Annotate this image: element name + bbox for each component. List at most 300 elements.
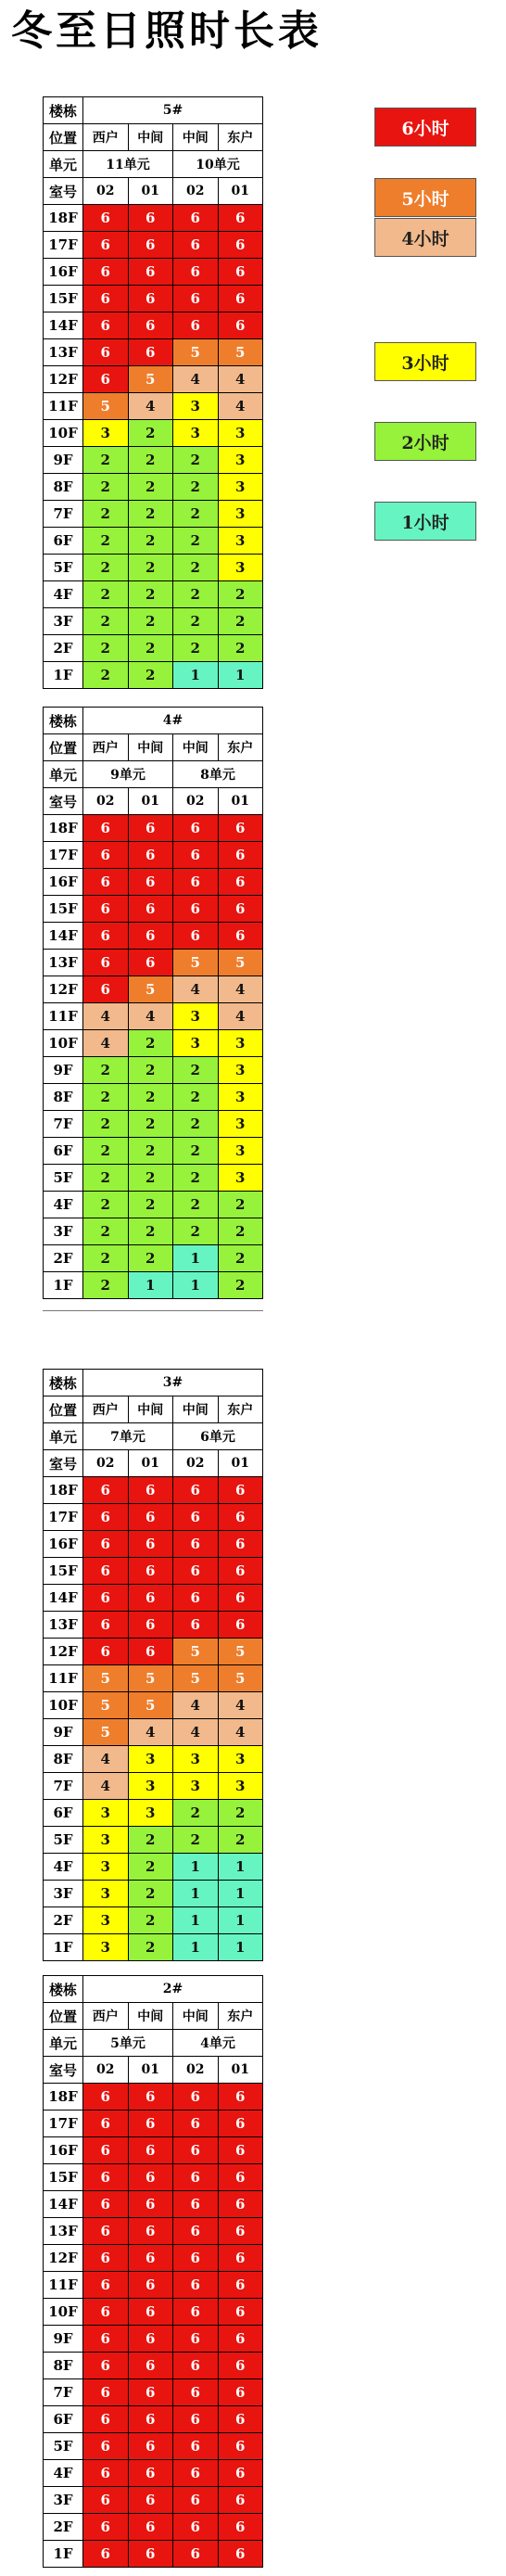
sunlight-hours-cell: 6	[83, 976, 129, 1003]
room-cell: 02	[83, 1450, 129, 1477]
sunlight-hours-cell: 6	[218, 1612, 263, 1639]
position-cell: 中间	[173, 124, 219, 151]
sunlight-hours-cell: 3	[173, 420, 219, 447]
floor-label: 13F	[44, 2218, 83, 2245]
sunlight-hours-cell: 6	[218, 1558, 263, 1585]
sunlight-hours-cell: 6	[173, 2487, 219, 2514]
sunlight-hours-cell: 6	[83, 2218, 129, 2245]
unit-row	[44, 1423, 263, 1450]
sunlight-hours-cell: 2	[173, 608, 219, 635]
sunlight-hours-cell: 6	[83, 1558, 129, 1585]
floor-row	[44, 1218, 263, 1245]
sunlight-hours-cell: 6	[173, 2191, 219, 2218]
position-label: 位置	[44, 124, 83, 151]
floor-label: 2F	[44, 2514, 83, 2541]
sunlight-hours-cell: 2	[218, 1827, 263, 1854]
position-cell: 中间	[128, 124, 173, 151]
floor-row	[44, 2218, 263, 2245]
sunlight-hours-cell: 6	[218, 2353, 263, 2379]
position-row	[44, 2003, 263, 2030]
floor-label: 3F	[44, 608, 83, 635]
sunlight-hours-cell: 5	[83, 1665, 129, 1692]
position-row	[44, 124, 263, 151]
sunlight-hours-cell: 2	[128, 1881, 173, 1907]
floor-row	[44, 1138, 263, 1165]
sunlight-hours-cell: 6	[83, 815, 129, 842]
sunlight-hours-cell: 6	[83, 2353, 129, 2379]
floor-row	[44, 1558, 263, 1585]
floor-row	[44, 1245, 263, 1272]
sunlight-hours-cell: 2	[173, 1827, 219, 1854]
sunlight-hours-cell: 3	[218, 528, 263, 555]
sunlight-hours-cell: 6	[128, 842, 173, 869]
floor-row	[44, 976, 263, 1003]
sunlight-hours-cell: 2	[173, 447, 219, 474]
sunlight-hours-cell: 6	[173, 232, 219, 259]
sunlight-hours-cell: 3	[218, 1030, 263, 1057]
unit-label: 单元	[44, 2030, 83, 2057]
position-cell: 东户	[218, 734, 263, 761]
floor-label: 17F	[44, 2111, 83, 2137]
sunlight-hours-cell: 4	[218, 393, 263, 420]
sunlight-hours-cell: 6	[128, 2379, 173, 2406]
floor-label: 15F	[44, 286, 83, 312]
sunlight-hours-cell: 4	[128, 393, 173, 420]
sunlight-hours-cell: 6	[128, 2487, 173, 2514]
sunlight-hours-cell: 2	[218, 1218, 263, 1245]
sunlight-hours-cell: 6	[218, 869, 263, 896]
floor-row	[44, 1531, 263, 1558]
sunlight-hours-cell: 2	[173, 528, 219, 555]
sunlight-hours-cell: 6	[218, 2433, 263, 2460]
floor-row	[44, 1773, 263, 1800]
sunlight-hours-cell: 6	[83, 339, 129, 366]
floor-label: 9F	[44, 2326, 83, 2353]
unit-cell: 10单元	[173, 151, 263, 178]
sunlight-hours-cell: 2	[173, 581, 219, 608]
sunlight-hours-cell: 2	[83, 635, 129, 662]
sunlight-hours-cell: 6	[218, 2137, 263, 2164]
floor-row	[44, 528, 263, 555]
sunlight-hours-cell: 6	[128, 2353, 173, 2379]
sunlight-hours-cell: 5	[128, 1665, 173, 1692]
sunlight-hours-cell: 2	[83, 528, 129, 555]
sunlight-hours-cell: 6	[173, 2514, 219, 2541]
sunlight-hours-cell: 4	[218, 1719, 263, 1746]
legend-label: 4小时	[401, 228, 449, 249]
sunlight-hours-cell: 6	[83, 2541, 129, 2568]
sunlight-hours-cell: 6	[128, 2164, 173, 2191]
floor-label: 7F	[44, 1773, 83, 1800]
room-cell: 02	[173, 178, 219, 205]
floor-row	[44, 1639, 263, 1665]
room-cell: 02	[83, 178, 129, 205]
sunlight-hours-cell: 5	[128, 976, 173, 1003]
unit-cell: 11单元	[83, 151, 173, 178]
sunlight-hours-cell: 5	[83, 1719, 129, 1746]
floor-label: 18F	[44, 2084, 83, 2111]
sunlight-hours-cell: 5	[128, 1692, 173, 1719]
floor-label: 10F	[44, 2299, 83, 2326]
floor-label: 4F	[44, 1192, 83, 1218]
sunlight-hours-cell: 1	[173, 1854, 219, 1881]
sunlight-hours-cell: 2	[128, 635, 173, 662]
floor-row	[44, 1272, 263, 1299]
sunlight-hours-cell: 6	[83, 2084, 129, 2111]
floor-row	[44, 420, 263, 447]
sunlight-hours-cell: 2	[173, 1057, 219, 1084]
floor-label: 10F	[44, 1030, 83, 1057]
sunlight-hours-cell: 5	[173, 950, 219, 976]
sunlight-hours-cell: 1	[173, 1907, 219, 1934]
floor-label: 1F	[44, 1272, 83, 1299]
floor-row	[44, 1165, 263, 1192]
floor-row	[44, 1612, 263, 1639]
sunlight-hours-cell: 6	[218, 259, 263, 286]
sunlight-hours-cell: 6	[83, 2111, 129, 2137]
sunlight-hours-cell: 5	[173, 1639, 219, 1665]
floor-label: 9F	[44, 447, 83, 474]
sunlight-hours-cell: 2	[83, 1111, 129, 1138]
sunlight-table	[43, 1975, 263, 2568]
floor-label: 18F	[44, 205, 83, 232]
floor-label: 9F	[44, 1719, 83, 1746]
room-cell: 01	[218, 788, 263, 815]
sunlight-hours-cell: 2	[128, 528, 173, 555]
sunlight-hours-cell: 1	[218, 1854, 263, 1881]
sunlight-hours-cell: 6	[128, 259, 173, 286]
sunlight-hours-cell: 6	[173, 259, 219, 286]
floor-label: 15F	[44, 896, 83, 923]
sunlight-hours-cell: 2	[83, 1057, 129, 1084]
sunlight-hours-cell: 6	[218, 2487, 263, 2514]
floor-label: 13F	[44, 1612, 83, 1639]
sunlight-hours-cell: 2	[173, 1165, 219, 1192]
sunlight-hours-cell: 2	[83, 474, 129, 501]
position-row	[44, 1396, 263, 1423]
sunlight-hours-cell: 2	[128, 1192, 173, 1218]
sunlight-hours-cell: 3	[83, 1881, 129, 1907]
building-row	[44, 97, 263, 124]
sunlight-hours-cell: 2	[128, 1030, 173, 1057]
section-divider	[43, 1310, 263, 1311]
sunlight-hours-cell: 3	[218, 474, 263, 501]
floor-label: 14F	[44, 312, 83, 339]
sunlight-hours-cell: 6	[128, 232, 173, 259]
sunlight-hours-cell: 6	[173, 923, 219, 950]
sunlight-hours-cell: 6	[128, 1504, 173, 1531]
floor-label: 5F	[44, 1165, 83, 1192]
sunlight-hours-cell: 2	[83, 581, 129, 608]
legend-label: 3小时	[401, 352, 449, 374]
building-2-table	[43, 1975, 263, 2568]
floor-label: 11F	[44, 1665, 83, 1692]
floor-label: 15F	[44, 2164, 83, 2191]
sunlight-hours-cell: 6	[128, 815, 173, 842]
sunlight-table	[43, 1369, 263, 1961]
sunlight-hours-cell: 6	[83, 869, 129, 896]
floor-label: 11F	[44, 393, 83, 420]
floor-row	[44, 205, 263, 232]
unit-label: 单元	[44, 1423, 83, 1450]
sunlight-hours-cell: 1	[173, 1881, 219, 1907]
sunlight-hours-cell: 6	[83, 2514, 129, 2541]
sunlight-hours-cell: 3	[218, 447, 263, 474]
sunlight-hours-cell: 2	[128, 1218, 173, 1245]
sunlight-hours-cell: 2	[128, 608, 173, 635]
sunlight-hours-cell: 4	[83, 1746, 129, 1773]
room-row	[44, 788, 263, 815]
floor-row	[44, 1907, 263, 1934]
floor-label: 6F	[44, 1138, 83, 1165]
floor-row	[44, 2406, 263, 2433]
floor-label: 2F	[44, 1245, 83, 1272]
floor-row	[44, 1477, 263, 1504]
room-cell: 01	[128, 788, 173, 815]
floor-label: 2F	[44, 635, 83, 662]
sunlight-hours-cell: 5	[173, 339, 219, 366]
sunlight-hours-cell: 6	[173, 896, 219, 923]
sunlight-hours-cell: 6	[218, 2406, 263, 2433]
sunlight-hours-cell: 2	[218, 1800, 263, 1827]
floor-row	[44, 815, 263, 842]
sunlight-hours-cell: 5	[83, 1692, 129, 1719]
floor-row	[44, 555, 263, 581]
sunlight-hours-cell: 6	[128, 205, 173, 232]
sunlight-hours-cell: 6	[218, 312, 263, 339]
sunlight-hours-cell: 3	[83, 1827, 129, 1854]
floor-row	[44, 608, 263, 635]
sunlight-hours-cell: 2	[173, 1111, 219, 1138]
sunlight-hours-cell: 2	[173, 1800, 219, 1827]
legend-label: 2小时	[401, 432, 449, 453]
sunlight-hours-cell: 6	[173, 2218, 219, 2245]
sunlight-hours-cell: 6	[173, 869, 219, 896]
sunlight-hours-cell: 4	[173, 366, 219, 393]
floor-label: 18F	[44, 815, 83, 842]
legend-label: 6小时	[401, 118, 449, 139]
sunlight-hours-cell: 6	[83, 366, 129, 393]
floor-row	[44, 1192, 263, 1218]
floor-label: 16F	[44, 869, 83, 896]
sunlight-hours-cell: 6	[83, 2406, 129, 2433]
sunlight-hours-cell: 2	[83, 1218, 129, 1245]
building-name: 5#	[83, 97, 263, 124]
sunlight-hours-cell: 3	[173, 1003, 219, 1030]
sunlight-hours-cell: 6	[173, 312, 219, 339]
floor-row	[44, 1057, 263, 1084]
sunlight-table	[43, 96, 263, 689]
sunlight-hours-cell: 3	[83, 420, 129, 447]
sunlight-hours-cell: 2	[218, 1245, 263, 1272]
room-label: 室号	[44, 1450, 83, 1477]
floor-label: 5F	[44, 555, 83, 581]
floor-label: 6F	[44, 1800, 83, 1827]
floor-label: 10F	[44, 1692, 83, 1719]
sunlight-hours-cell: 5	[128, 366, 173, 393]
sunlight-hours-cell: 6	[128, 1612, 173, 1639]
floor-label: 8F	[44, 1084, 83, 1111]
floor-row	[44, 1854, 263, 1881]
room-row	[44, 1450, 263, 1477]
sunlight-hours-cell: 6	[173, 1558, 219, 1585]
sunlight-hours-cell: 6	[218, 2084, 263, 2111]
sunlight-hours-cell: 2	[218, 1272, 263, 1299]
sunlight-hours-cell: 2	[83, 662, 129, 689]
floor-row	[44, 1881, 263, 1907]
unit-cell: 8单元	[173, 761, 263, 788]
sunlight-hours-cell: 2	[173, 635, 219, 662]
floor-row	[44, 1504, 263, 1531]
floor-row	[44, 2191, 263, 2218]
unit-cell: 9单元	[83, 761, 173, 788]
floor-label: 17F	[44, 842, 83, 869]
sunlight-hours-cell: 6	[128, 2111, 173, 2137]
room-cell: 01	[218, 2057, 263, 2084]
sunlight-hours-cell: 2	[128, 555, 173, 581]
sunlight-hours-cell: 6	[218, 2514, 263, 2541]
floor-row	[44, 1585, 263, 1612]
legend-2h	[374, 422, 476, 461]
floor-row	[44, 923, 263, 950]
sunlight-hours-cell: 2	[83, 608, 129, 635]
sunlight-hours-cell: 2	[128, 1138, 173, 1165]
floor-label: 10F	[44, 420, 83, 447]
sunlight-hours-cell: 6	[128, 950, 173, 976]
sunlight-hours-cell: 6	[173, 1477, 219, 1504]
sunlight-hours-cell: 6	[128, 2245, 173, 2272]
sunlight-hours-cell: 3	[83, 1907, 129, 1934]
sunlight-hours-cell: 6	[128, 896, 173, 923]
unit-label: 单元	[44, 151, 83, 178]
sunlight-hours-cell: 2	[128, 1084, 173, 1111]
sunlight-hours-cell: 4	[173, 976, 219, 1003]
floor-label: 17F	[44, 232, 83, 259]
position-cell: 西户	[83, 734, 129, 761]
sunlight-hours-cell: 4	[83, 1773, 129, 1800]
sunlight-hours-cell: 2	[128, 1245, 173, 1272]
floor-row	[44, 2111, 263, 2137]
sunlight-hours-cell: 2	[128, 1111, 173, 1138]
sunlight-hours-cell: 2	[83, 555, 129, 581]
floor-row	[44, 2299, 263, 2326]
floor-label: 5F	[44, 2433, 83, 2460]
building-label: 楼栋	[44, 1370, 83, 1396]
sunlight-hours-cell: 6	[173, 2379, 219, 2406]
sunlight-hours-cell: 2	[83, 1245, 129, 1272]
unit-row	[44, 2030, 263, 2057]
sunlight-hours-cell: 2	[173, 501, 219, 528]
sunlight-hours-cell: 6	[128, 1477, 173, 1504]
sunlight-hours-cell: 6	[173, 1504, 219, 1531]
floor-row	[44, 339, 263, 366]
floor-label: 3F	[44, 1881, 83, 1907]
sunlight-hours-cell: 6	[83, 2379, 129, 2406]
floor-label: 1F	[44, 1934, 83, 1961]
sunlight-hours-cell: 6	[128, 312, 173, 339]
floor-label: 13F	[44, 339, 83, 366]
floor-row	[44, 2379, 263, 2406]
room-label: 室号	[44, 178, 83, 205]
sunlight-hours-cell: 6	[173, 2084, 219, 2111]
position-cell: 东户	[218, 124, 263, 151]
sunlight-hours-cell: 6	[218, 2541, 263, 2568]
sunlight-hours-cell: 6	[128, 2191, 173, 2218]
sunlight-hours-cell: 2	[173, 555, 219, 581]
position-row	[44, 734, 263, 761]
sunlight-hours-cell: 4	[128, 1719, 173, 1746]
floor-label: 8F	[44, 2353, 83, 2379]
page-title: 冬至日照时长表	[11, 7, 323, 55]
floor-row	[44, 393, 263, 420]
floor-row	[44, 1719, 263, 1746]
sunlight-hours-cell: 6	[83, 923, 129, 950]
floor-label: 16F	[44, 2137, 83, 2164]
sunlight-hours-cell: 2	[83, 501, 129, 528]
sunlight-hours-cell: 6	[128, 923, 173, 950]
floor-row	[44, 1800, 263, 1827]
sunlight-hours-cell: 2	[128, 662, 173, 689]
sunlight-hours-cell: 6	[83, 2272, 129, 2299]
sunlight-hours-cell: 6	[173, 2541, 219, 2568]
unit-cell: 5单元	[83, 2030, 173, 2057]
sunlight-hours-cell: 6	[173, 842, 219, 869]
sunlight-hours-cell: 6	[218, 2218, 263, 2245]
sunlight-hours-cell: 2	[173, 1218, 219, 1245]
sunlight-hours-cell: 6	[83, 232, 129, 259]
unit-row	[44, 761, 263, 788]
floor-row	[44, 1934, 263, 1961]
building-4-table	[43, 707, 263, 1299]
sunlight-hours-cell: 6	[218, 2245, 263, 2272]
sunlight-hours-cell: 6	[173, 2433, 219, 2460]
sunlight-hours-cell: 6	[83, 1612, 129, 1639]
sunlight-hours-cell: 3	[218, 1773, 263, 1800]
floor-label: 4F	[44, 581, 83, 608]
sunlight-hours-cell: 3	[128, 1800, 173, 1827]
floor-label: 8F	[44, 474, 83, 501]
sunlight-hours-cell: 6	[128, 2460, 173, 2487]
position-cell: 东户	[218, 1396, 263, 1423]
sunlight-hours-cell: 2	[218, 581, 263, 608]
floor-row	[44, 259, 263, 286]
sunlight-hours-cell: 2	[173, 474, 219, 501]
sunlight-hours-cell: 6	[128, 2084, 173, 2111]
sunlight-hours-cell: 6	[83, 1531, 129, 1558]
building-row	[44, 1976, 263, 2003]
sunlight-hours-cell: 4	[83, 1003, 129, 1030]
sunlight-hours-cell: 6	[218, 1504, 263, 1531]
floor-row	[44, 1692, 263, 1719]
sunlight-hours-cell: 2	[173, 1138, 219, 1165]
sunlight-hours-cell: 1	[173, 662, 219, 689]
sunlight-hours-cell: 6	[83, 2299, 129, 2326]
sunlight-hours-cell: 5	[218, 950, 263, 976]
floor-label: 2F	[44, 1907, 83, 1934]
sunlight-hours-cell: 6	[173, 815, 219, 842]
sunlight-hours-cell: 6	[83, 2433, 129, 2460]
floor-row	[44, 1746, 263, 1773]
sunlight-hours-cell: 6	[83, 2460, 129, 2487]
sunlight-hours-cell: 1	[218, 662, 263, 689]
floor-label: 1F	[44, 662, 83, 689]
room-cell: 02	[173, 1450, 219, 1477]
floor-row	[44, 2353, 263, 2379]
sunlight-hours-cell: 3	[128, 1773, 173, 1800]
floor-label: 18F	[44, 1477, 83, 1504]
position-label: 位置	[44, 734, 83, 761]
sunlight-hours-cell: 1	[173, 1934, 219, 1961]
